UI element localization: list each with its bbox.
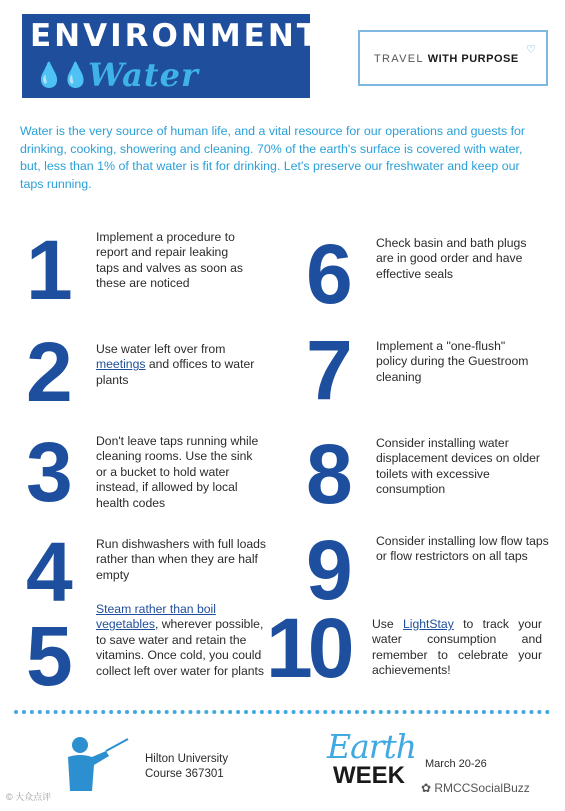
brand-text-regular: TRAVEL [374, 53, 424, 65]
earth-week-logo-earth: Earth [327, 727, 417, 766]
event-dates: March 20-26 [425, 758, 487, 770]
tip-number-3: 3 [26, 425, 70, 519]
tip-text-10 [372, 617, 542, 679]
tip-number-6: 6 [306, 227, 350, 321]
tip-text-5 [96, 602, 264, 679]
hilton-line-2: Course 367301 [145, 768, 224, 780]
hilton-course-info [145, 752, 228, 782]
meetings-link[interactable]: meetings [96, 357, 146, 372]
watermark-right-text: RMCCSocialBuzz [434, 781, 530, 795]
tip-text-5-after: , wherever possible, to save water and retain the vitamins. Once cold, you could collect left over water for plants [96, 617, 264, 678]
tip-text-2-before: Use water left over from [96, 342, 226, 356]
intro-paragraph: Water is the very source of human life, and a vital resource for our operations and guests for drinking, cooking, showering and cleaning. 70% of the earth's surface is covered with water, but, less than 1% of that water is fit for drinking. Let's preserve our freshwater and keep our taps running. [20, 124, 526, 191]
brand-text-bold: WITH PURPOSE [427, 53, 519, 65]
water-drops-icon: 💧💧 [34, 62, 88, 89]
social-icon: ✿ [421, 781, 435, 795]
tip-number-4: 4 [26, 525, 70, 619]
brand-text [374, 53, 519, 65]
tip-number-2: 2 [26, 325, 70, 419]
dotted-divider [14, 710, 550, 714]
earth-week-logo-week: WEEK [333, 762, 405, 789]
tip-number-9: 9 [306, 523, 350, 617]
tip-text-10-after: to track your water consumption and remember to celebrate your achievements! [372, 617, 542, 678]
tip-text-2-after: and offices to water plants [96, 357, 255, 387]
tip-text-4: Run dishwashers with full loads rather than when they are half empty [96, 537, 267, 582]
tip-text-2 [96, 342, 256, 388]
steam-vegetables-link[interactable]: Steam rather than boil vegetables [96, 602, 216, 632]
header-subtitle: Water [88, 56, 199, 94]
hilton-line-1: Hilton University [145, 753, 229, 765]
watermark-left: © 大众点评 [6, 792, 52, 802]
header-banner [22, 14, 321, 98]
tip-text-3: Don't leave taps running while cleaning rooms. Use the sink or a bucket to hold water instead, if allowed by local health codes [96, 434, 259, 510]
heart-icon: ♡ [526, 44, 536, 56]
tip-number-8: 8 [306, 427, 350, 521]
brand-logo [358, 30, 548, 86]
presenter-icon [62, 735, 132, 793]
tip-text-1: Implement a procedure to report and repair leaking taps and valves as soon as these are noticed [96, 230, 244, 291]
tip-number-1: 1 [26, 223, 70, 317]
header-title: ENVIRONMENT [30, 18, 321, 54]
tip-text-6: Check basin and bath plugs are in good order and have effective seals [376, 236, 527, 281]
tip-number-5: 5 [26, 609, 70, 703]
tip-text-10-before: Use [372, 617, 403, 631]
tip-text-8: Consider installing water displacement devices on older toilets with excessive consumption [376, 436, 540, 497]
tip-text-7: Implement a "one-flush" policy during the Guestroom cleaning [376, 339, 529, 384]
tip-number-10: 10 [266, 601, 350, 695]
tip-number-7: 7 [306, 323, 350, 417]
tip-text-9: Consider installing low flow taps or flow restrictors on all taps [376, 534, 549, 564]
lightstay-link[interactable]: LightStay [402, 617, 454, 631]
watermark-right [421, 781, 530, 795]
